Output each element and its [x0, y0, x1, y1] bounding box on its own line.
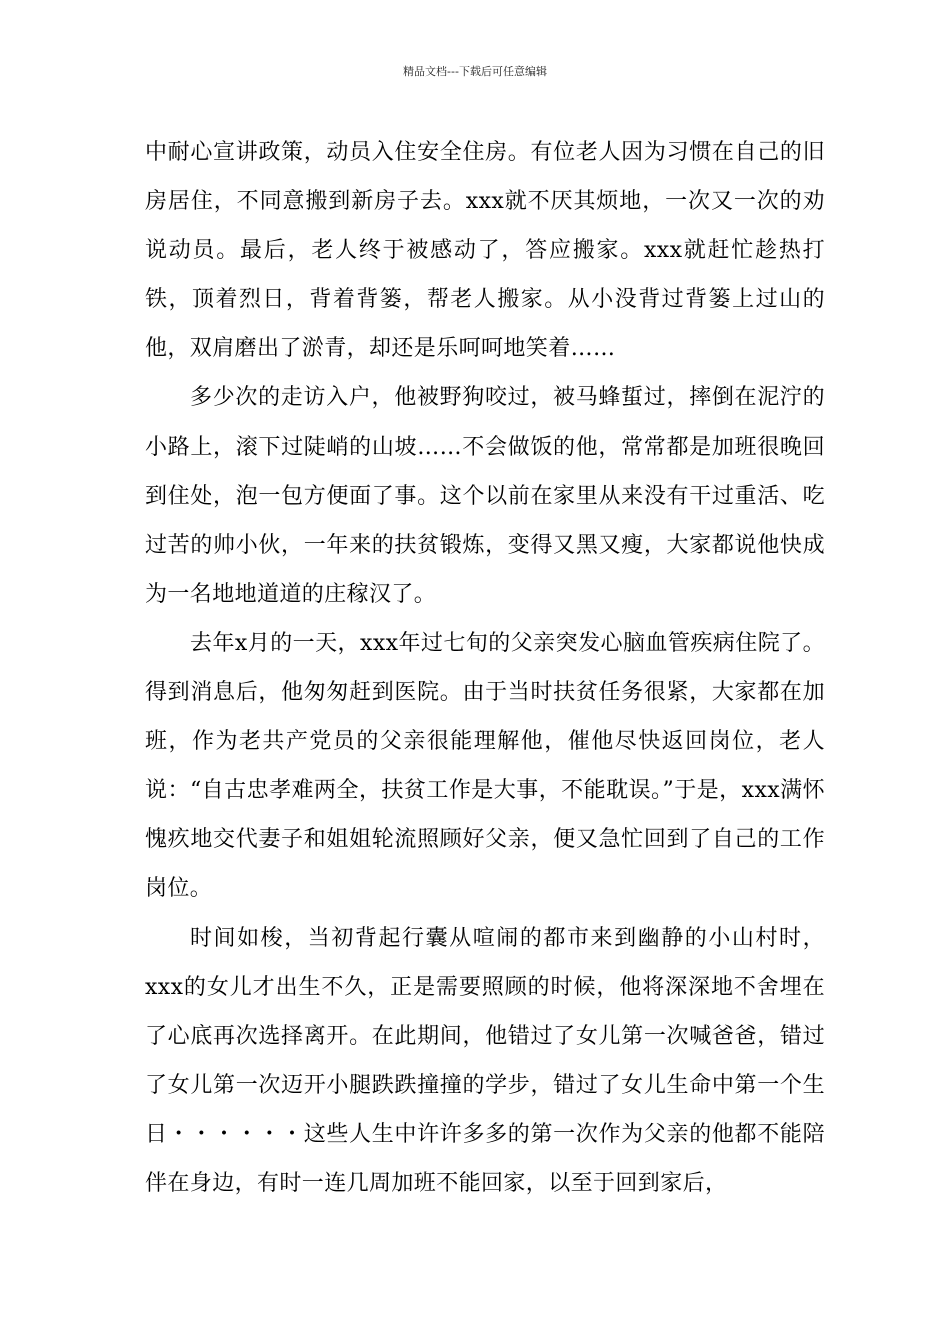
document-body [145, 128, 825, 1208]
paragraph-2: 多少次的走访入户，他被野狗咬过，被马蜂蜇过，摔倒在泥泞的小路上，滚下过陡峭的山坡……不会做饭的他，常常都是加班很晚回到住处，泡一包方便面了事。这个以前在家里从来没有干过重活、吃过苦的帅小伙，一年来的扶贫锻炼，变得又黑又瘦，大家都说他快成为一名地地道道的庄稼汉了。 [145, 385, 825, 607]
paragraph-1: 中耐心宣讲政策，动员入住安全住房。有位老人因为习惯在自己的旧房居住，不同意搬到新房子去。xxx就不厌其烦地，一次又一次的劝说动员。最后，老人终于被感动了，答应搬家。xxx就赶忙趁热打铁，顶着烈日，背着背篓，帮老人搬家。从小没背过背篓上过山的他，双肩磨出了淤青，却还是乐呵呵地笑着…… [145, 140, 825, 362]
page-header: 精品文档---下载后可任意编辑 [403, 65, 547, 78]
paragraph-4: 时间如梭，当初背起行囊从喧闹的都市来到幽静的小山村时，xxx的女儿才出生不久，正是需要照顾的时候，他将深深地不舍埋在了心底再次选择离开。在此期间，他错过了女儿第一次喊爸爸，错过了女儿第一次迈开小腿跌跌撞撞的学步，错过了女儿生命中第一个生日・・・・・・这些人生中许许多多的第一次作为父亲的他都不能陪伴在身边，有时一连几周加班不能回家，以至于回到家后， [145, 925, 825, 1196]
paragraph-3: 去年x月的一天，xxx年过七旬的父亲突发心脑血管疾病住院了。得到消息后，他匆匆赶到医院。由于当时扶贫任务很紧，大家都在加班，作为老共产党员的父亲很能理解他，催他尽快返回岗位，老人说：“自古忠孝难两全，扶贫工作是大事，不能耽误。”于是，xxx满怀愧疚地交代妻子和姐姐轮流照顾好父亲，便又急忙回到了自己的工作岗位。 [145, 630, 825, 902]
